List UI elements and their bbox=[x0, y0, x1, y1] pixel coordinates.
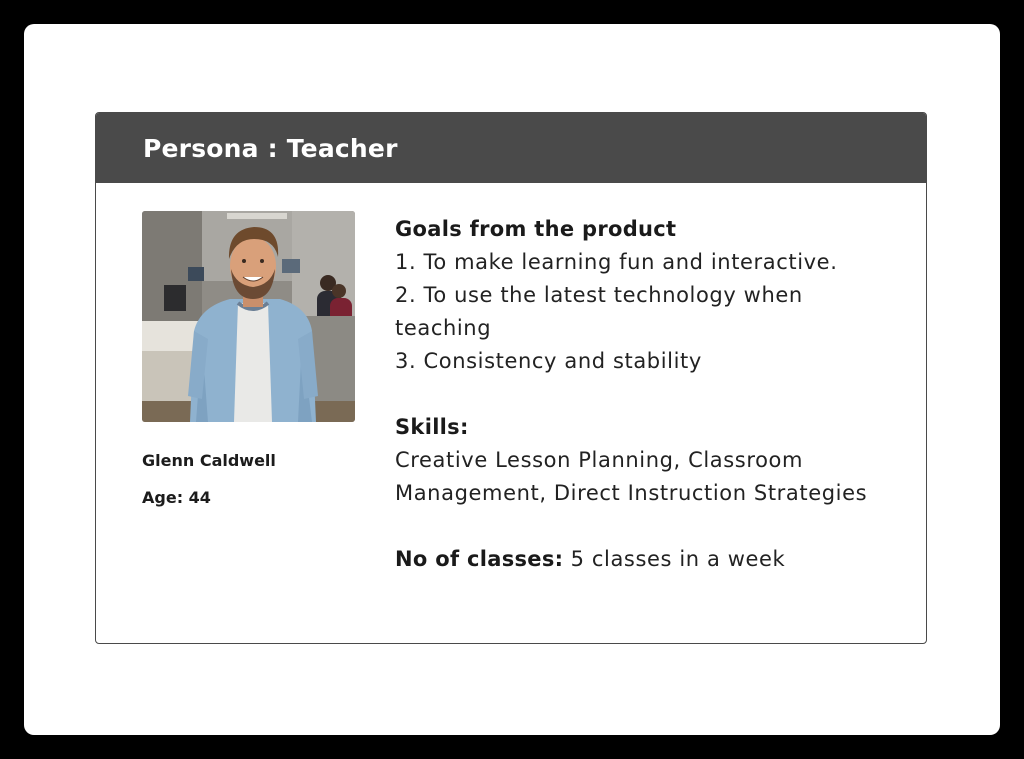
goals-title: Goals from the product bbox=[395, 217, 677, 241]
goal-item: 2. To use the latest technology when teaching bbox=[395, 283, 803, 340]
classes-value: 5 classes in a week bbox=[563, 547, 786, 571]
outer-frame bbox=[24, 24, 1000, 735]
skills-title: Skills: bbox=[395, 415, 469, 439]
persona-details bbox=[395, 213, 905, 576]
skills-text: Creative Lesson Planning, Classroom Management, Direct Instruction Strategies bbox=[395, 448, 868, 505]
classes-line bbox=[395, 543, 905, 576]
persona-age: Age: 44 bbox=[142, 488, 211, 507]
persona-photo bbox=[142, 211, 355, 422]
classes-label: No of classes: bbox=[395, 547, 564, 571]
card-body bbox=[96, 183, 926, 643]
persona-name: Glenn Caldwell bbox=[142, 451, 276, 470]
goal-item: 1. To make learning fun and interactive. bbox=[395, 250, 838, 274]
card-header bbox=[96, 113, 926, 183]
card-title: Persona : Teacher bbox=[143, 133, 398, 163]
persona-card bbox=[95, 112, 927, 644]
goal-item: 3. Consistency and stability bbox=[395, 349, 702, 373]
